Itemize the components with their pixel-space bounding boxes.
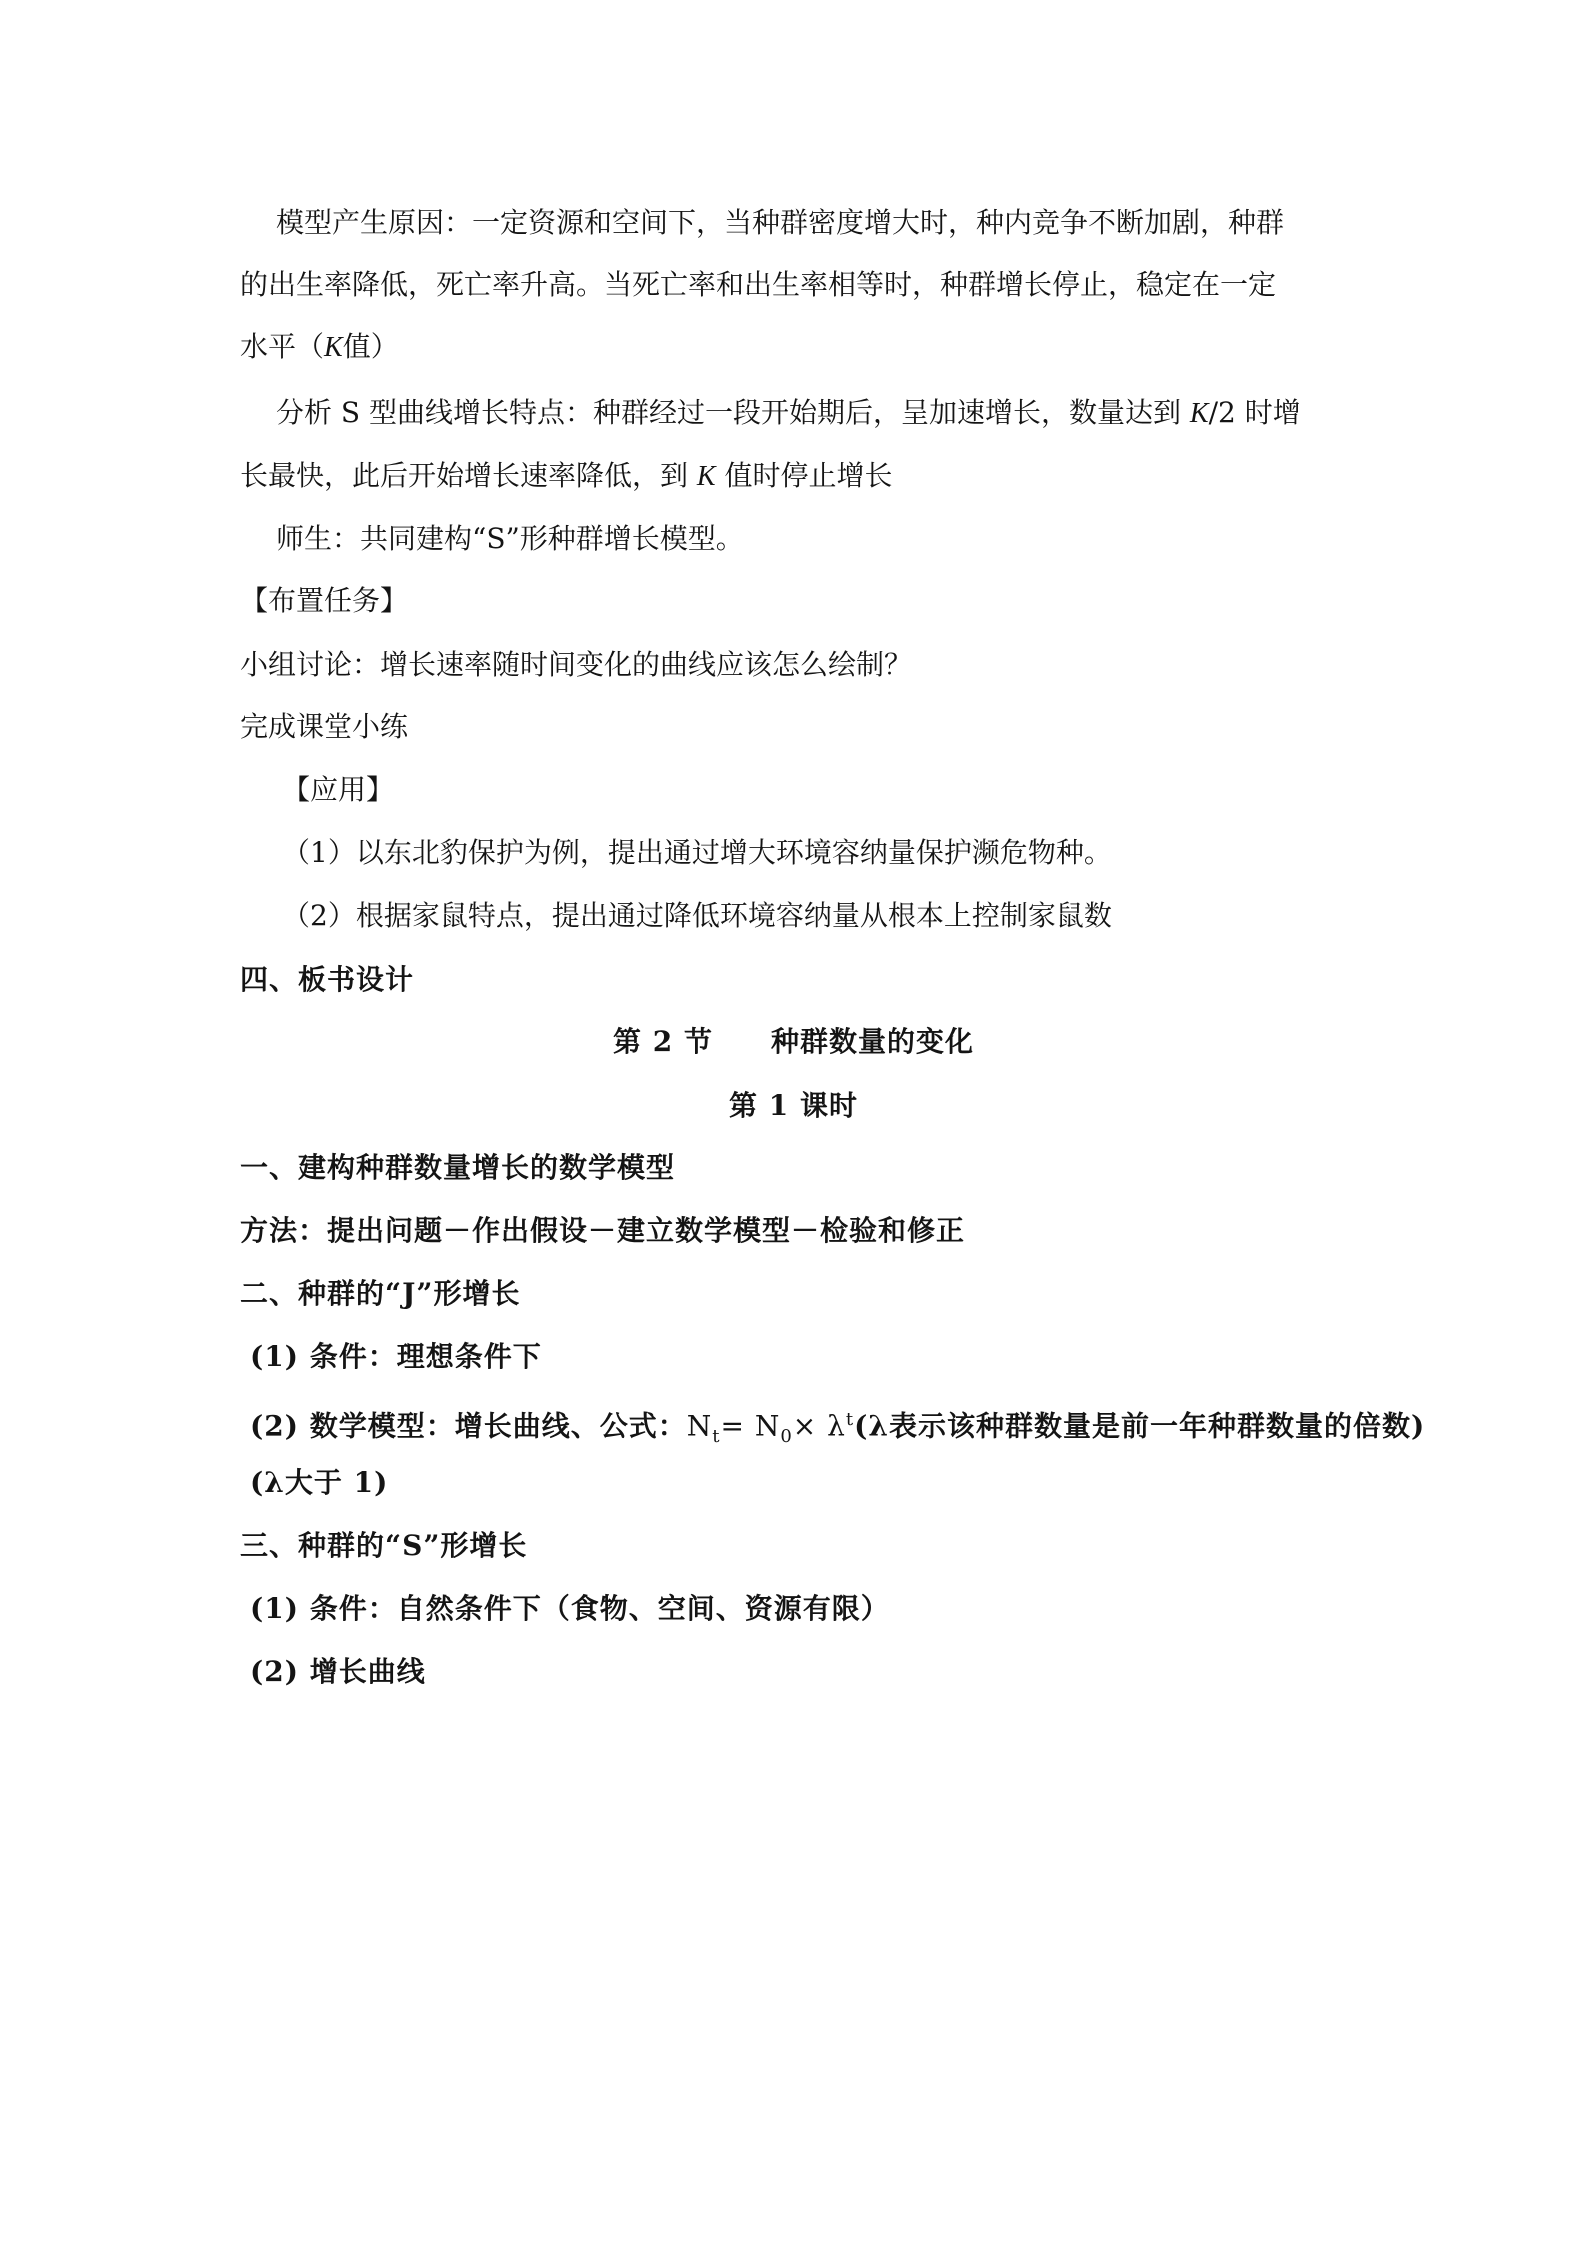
paragraph-s-curve-analysis-line2: 长最快，此后开始增长速率降低，到 K 值时停止增长 — [240, 459, 893, 492]
paragraph-teacher-student: 师生：共同建构“S”形种群增长模型。 — [276, 522, 744, 555]
paragraph-s-model-cause-line2: 的出生率降低，死亡率升高。当死亡率和出生率相等时，种群增长停止，稳定在一定 — [240, 268, 1277, 301]
board-item-j-condition: (1) 条件：理想条件下 — [250, 1340, 542, 1373]
board-item-s-condition: (1) 条件：自然条件下（食物、空间、资源有限） — [250, 1592, 890, 1625]
application-item-2: （2）根据家鼠特点，提出通过降低环境容纳量从根本上控制家鼠数 — [282, 899, 1112, 932]
heading-assign-task: 【布置任务】 — [240, 584, 409, 617]
paragraph-s-model-cause-line3: 水平（K值） — [240, 330, 399, 363]
board-item-lambda-note: (λ大于 1) — [250, 1466, 389, 1499]
board-item-s-growth: 三、种群的“S”形增长 — [240, 1529, 528, 1562]
paragraph-class-exercise: 完成课堂小练 — [240, 710, 409, 743]
board-title: 第 2 节 种群数量的变化 — [613, 1025, 974, 1058]
board-item-method: 方法：提出问题－作出假设－建立数学模型－检验和修正 — [240, 1214, 966, 1247]
paragraph-group-discussion: 小组讨论：增长速率随时间变化的曲线应该怎么绘制？ — [240, 648, 913, 681]
board-item-j-model: (2) 数学模型：增长曲线、公式：$N_t= N_0\times \lambda^t(\lambda$表示该种群数量是前一年种群数量的倍数) — [250, 1409, 1426, 1447]
board-item-1: 一、建构种群数量增长的数学模型 — [240, 1151, 676, 1184]
formula-n: N — [686, 1409, 713, 1443]
application-item-1: （1）以东北豹保护为例，提出通过增大环境容纳量保护濒危物种。 — [282, 836, 1112, 869]
heading-application: 【应用】 — [282, 773, 395, 806]
paragraph-s-curve-analysis-line1: 分析 S 型曲线增长特点：种群经过一段开始期后，呈加速增长，数量达到 K/2 时增 — [276, 396, 1301, 429]
board-item-s-curve: (2) 增长曲线 — [250, 1655, 426, 1688]
paragraph-s-model-cause-line1: 模型产生原因：一定资源和空间下，当种群密度增大时，种内竞争不断加剧，种群 — [276, 206, 1285, 239]
board-subtitle: 第 1 课时 — [729, 1089, 858, 1122]
section-heading-board-design: 四、板书设计 — [240, 963, 415, 996]
board-item-j-growth: 二、种群的“J”形增长 — [240, 1277, 521, 1310]
